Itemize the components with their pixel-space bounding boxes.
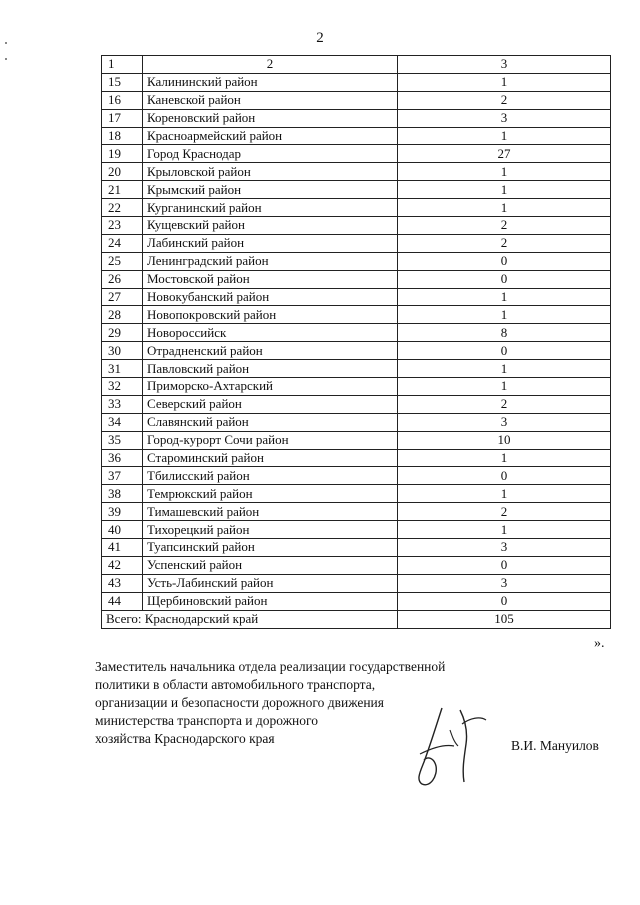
district-value: 0 [398,252,611,270]
table-row [102,163,611,181]
row-number: 36 [102,449,143,467]
district-name: Калининский район [143,73,398,91]
table-row [102,127,611,145]
total-label: Всего: Краснодарский край [102,610,398,628]
district-name: Туапсинский район [143,539,398,557]
row-number: 30 [102,342,143,360]
district-name: Новопокровский район [143,306,398,324]
district-value: 2 [398,91,611,109]
district-name: Темрюкский район [143,485,398,503]
district-value: 2 [398,234,611,252]
signer-position-line: политики в области автомобильного транспорта, [95,677,376,692]
table-row [102,324,611,342]
row-number: 19 [102,145,143,163]
district-table-container [101,55,611,629]
table-row [102,485,611,503]
district-value: 3 [398,539,611,557]
row-number: 33 [102,395,143,413]
district-name: Тбилисский район [143,467,398,485]
district-value: 0 [398,592,611,610]
table-row [102,378,611,396]
district-name: Город-курорт Сочи район [143,431,398,449]
row-number: 31 [102,360,143,378]
row-number: 38 [102,485,143,503]
district-value: 0 [398,556,611,574]
row-number: 18 [102,127,143,145]
district-name: Кореновский район [143,109,398,127]
scan-mark [5,58,7,60]
row-number: 34 [102,413,143,431]
row-number: 16 [102,91,143,109]
row-number: 27 [102,288,143,306]
district-name: Ленинградский район [143,252,398,270]
row-number: 26 [102,270,143,288]
row-number: 42 [102,556,143,574]
table-row [102,73,611,91]
table-row [102,145,611,163]
table-total-row [102,610,611,628]
district-table [101,55,611,629]
row-number: 15 [102,73,143,91]
district-name: Усть-Лабинский район [143,574,398,592]
district-name: Отрадненский район [143,342,398,360]
district-value: 3 [398,413,611,431]
table-row [102,395,611,413]
district-value: 1 [398,127,611,145]
district-value: 2 [398,217,611,235]
row-number: 23 [102,217,143,235]
row-number: 29 [102,324,143,342]
row-number: 32 [102,378,143,396]
row-number: 25 [102,252,143,270]
table-row [102,413,611,431]
header-col-2: 2 [143,56,398,74]
table-row [102,574,611,592]
table-row [102,521,611,539]
signer-position-line: Заместитель начальника отдела реализации государственной [95,659,446,674]
district-name: Крымский район [143,181,398,199]
row-number: 17 [102,109,143,127]
district-value: 2 [398,503,611,521]
district-value: 3 [398,574,611,592]
handwritten-signature-icon [402,700,492,790]
table-row [102,449,611,467]
table-row [102,342,611,360]
table-body [102,56,611,629]
district-value: 1 [398,485,611,503]
row-number: 24 [102,234,143,252]
table-row [102,217,611,235]
district-name: Павловский район [143,360,398,378]
row-number: 37 [102,467,143,485]
table-row [102,556,611,574]
table-row [102,270,611,288]
row-number: 28 [102,306,143,324]
district-name: Новокубанский район [143,288,398,306]
table-row [102,252,611,270]
table-header-row [102,56,611,74]
district-name: Тимашевский район [143,503,398,521]
table-row [102,539,611,557]
row-number: 20 [102,163,143,181]
table-row [102,181,611,199]
table-row [102,234,611,252]
district-name: Тихорецкий район [143,521,398,539]
row-number: 43 [102,574,143,592]
district-name: Староминский район [143,449,398,467]
signer-position-line: хозяйства Краснодарского края [95,731,275,746]
district-name: Кущевский район [143,217,398,235]
table-row [102,503,611,521]
district-value: 1 [398,181,611,199]
district-name: Город Краснодар [143,145,398,163]
signer-name: В.И. Мануилов [511,738,599,753]
district-name: Каневской район [143,91,398,109]
district-value: 10 [398,431,611,449]
district-name: Приморско-Ахтарский [143,378,398,396]
district-name: Лабинский район [143,234,398,252]
district-name: Крыловской район [143,163,398,181]
district-name: Щербиновский район [143,592,398,610]
table-row [102,288,611,306]
table-row [102,199,611,217]
district-value: 1 [398,306,611,324]
district-name: Курганинский район [143,199,398,217]
row-number: 22 [102,199,143,217]
district-value: 8 [398,324,611,342]
closing-quote: ». [594,636,605,651]
district-name: Красноармейский район [143,127,398,145]
district-name: Мостовской район [143,270,398,288]
district-value: 1 [398,360,611,378]
district-value: 1 [398,73,611,91]
table-row [102,592,611,610]
signer-position-line: организации и безопасности дорожного движения [95,695,384,710]
row-number: 21 [102,181,143,199]
district-value: 1 [398,288,611,306]
district-name: Северский район [143,395,398,413]
header-col-3: 3 [398,56,611,74]
district-value: 0 [398,467,611,485]
table-row [102,109,611,127]
district-value: 1 [398,378,611,396]
district-name: Новороссийск [143,324,398,342]
district-value: 1 [398,521,611,539]
district-value: 2 [398,395,611,413]
district-value: 27 [398,145,611,163]
district-value: 0 [398,270,611,288]
table-row [102,360,611,378]
row-number: 39 [102,503,143,521]
table-row [102,91,611,109]
signer-position-line: министерства транспорта и дорожного [95,713,318,728]
district-name: Успенский район [143,556,398,574]
row-number: 35 [102,431,143,449]
district-name: Славянский район [143,413,398,431]
district-value: 1 [398,199,611,217]
header-col-1: 1 [102,56,143,74]
district-value: 0 [398,342,611,360]
row-number: 41 [102,539,143,557]
table-row [102,467,611,485]
row-number: 44 [102,592,143,610]
district-value: 3 [398,109,611,127]
district-value: 1 [398,163,611,181]
total-value: 105 [398,610,611,628]
table-row [102,306,611,324]
table-row [102,431,611,449]
row-number: 40 [102,521,143,539]
district-value: 1 [398,449,611,467]
page-number: 2 [316,30,324,46]
